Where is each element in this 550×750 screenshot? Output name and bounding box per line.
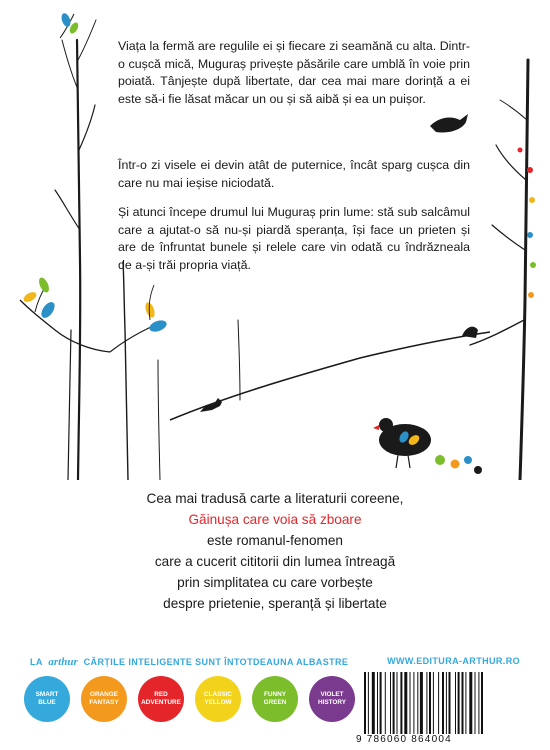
tagline-line-4: care a cucerit cititorii din lumea întreagă <box>154 554 396 569</box>
series-badge-line2: BLUE <box>38 699 56 706</box>
barcode-bar <box>364 672 366 734</box>
blurb-paragraph-1: Viața la fermă are regulile ei și fiecare zi seamănă cu alta. Dintr-o cușcă mică, Muguraș privește păsările care umblă în voie prin poiată. Tânjește după libertate, dar cea mai mare dorință a ei este să-i fie lăsat măcar un ou și să aibă și ea un puișor. <box>118 39 470 106</box>
series-badge-orange-fantasy <box>81 676 127 722</box>
series-badge-line1: RED <box>154 691 168 699</box>
barcode-bar <box>420 672 423 734</box>
barcode-bar <box>429 672 431 734</box>
barcode-bar <box>413 672 414 734</box>
barcode-bar <box>481 672 483 734</box>
tagline-line-5: prin simplitatea cu care vorbește <box>177 575 373 590</box>
barcode-bar <box>417 672 418 734</box>
publisher-url[interactable]: WWW.EDITURA-ARTHUR.RO <box>387 656 520 666</box>
barcode-bar <box>442 672 444 734</box>
footer <box>0 646 550 750</box>
blurb-paragraph-2: Într-o zi visele ei devin atât de puternice, încât sparg cușca din care nu mai ieșise niciodată. <box>118 158 470 190</box>
barcode-bar <box>462 672 464 734</box>
series-badge-line1: FUNNY <box>263 691 286 699</box>
barcode-bar <box>404 672 407 734</box>
barcode-bar <box>368 672 369 734</box>
right-tree-illustration <box>470 60 528 480</box>
barcode-bar <box>465 672 466 734</box>
barcode-bar <box>478 672 479 734</box>
fox-illustration <box>200 398 222 412</box>
series-badge-smart-blue <box>24 676 70 722</box>
tagline-line-1: Cea mai tradusă carte a literaturii coreene, <box>146 491 404 506</box>
barcode-bar <box>372 672 375 734</box>
series-badge-line2: HISTORY <box>317 699 347 706</box>
publisher-slogan <box>30 656 348 668</box>
barcode-bar <box>446 672 447 734</box>
tagline-line-3: este romanul-fenomen <box>206 533 343 548</box>
perched-bird-illustration <box>430 114 468 133</box>
left-leafy-branch-illustration <box>20 276 168 352</box>
series-badge-line2: FANTASY <box>89 699 119 706</box>
upper-left-twig-illustration <box>60 12 80 38</box>
series-badge-red-adventure <box>138 676 184 722</box>
publisher-brand: arthur <box>48 656 78 668</box>
barcode-bar <box>469 672 472 734</box>
barcode-bar <box>377 672 378 734</box>
barcode <box>360 668 520 740</box>
barcode-bar <box>438 672 439 734</box>
series-badge-classic-yellow <box>195 676 241 722</box>
barcode-bar <box>449 672 451 734</box>
barcode-bar <box>397 672 398 734</box>
barcode-bar <box>393 672 395 734</box>
barcode-digits: 9 786060 864004 <box>356 734 452 745</box>
middle-thin-tree-illustration <box>123 262 240 480</box>
tagline-book-title: Găinușa care voia să zboare <box>188 512 362 527</box>
barcode-bar <box>380 672 382 734</box>
barcode-bar <box>410 672 411 734</box>
slogan-text: CĂRȚILE INTELIGENTE SUNT ÎNTOTDEAUNA ALBASTRE <box>83 657 349 667</box>
left-tree-illustration <box>55 20 96 480</box>
tagline-line-6: despre prietenie, speranță și libertate <box>163 596 387 611</box>
blurb-paragraph-3: Și atunci începe drumul lui Mugurаș prin lume: stă sub salcâmul care a ajutat-o să nu-și piardă speranța, își face un prieten și are de înfruntat bunele și relele care vin odată cu îndrăzneala de a-și trăi propria viață. <box>118 205 470 272</box>
slogan-prefix: LA <box>30 657 43 667</box>
barcode-bar <box>458 672 460 734</box>
barcode-bar <box>400 672 402 734</box>
small-bird-illustration <box>462 327 478 338</box>
series-badge-line1: ORANGE <box>89 691 119 699</box>
series-badge-funny-green <box>252 676 298 722</box>
series-badge-line1: SMART <box>35 691 59 699</box>
barcode-bar <box>385 672 386 734</box>
series-badge-line1: CLASSIC <box>203 691 233 699</box>
barcode-bar <box>475 672 476 734</box>
series-badge-line2: ADVENTURE <box>141 699 181 706</box>
series-badge-line1: VIOLET <box>320 691 344 699</box>
hen-and-chicks-illustration <box>373 418 482 474</box>
series-badge-violet-history <box>309 676 355 722</box>
series-badge-line2: GREEN <box>263 699 287 706</box>
barcode-bar <box>455 672 456 734</box>
series-badge-line2: YELLOW <box>204 699 232 706</box>
tagline <box>20 488 530 614</box>
barcode-bar <box>433 672 434 734</box>
barcode-bar <box>390 672 391 734</box>
barcode-bar <box>426 672 427 734</box>
